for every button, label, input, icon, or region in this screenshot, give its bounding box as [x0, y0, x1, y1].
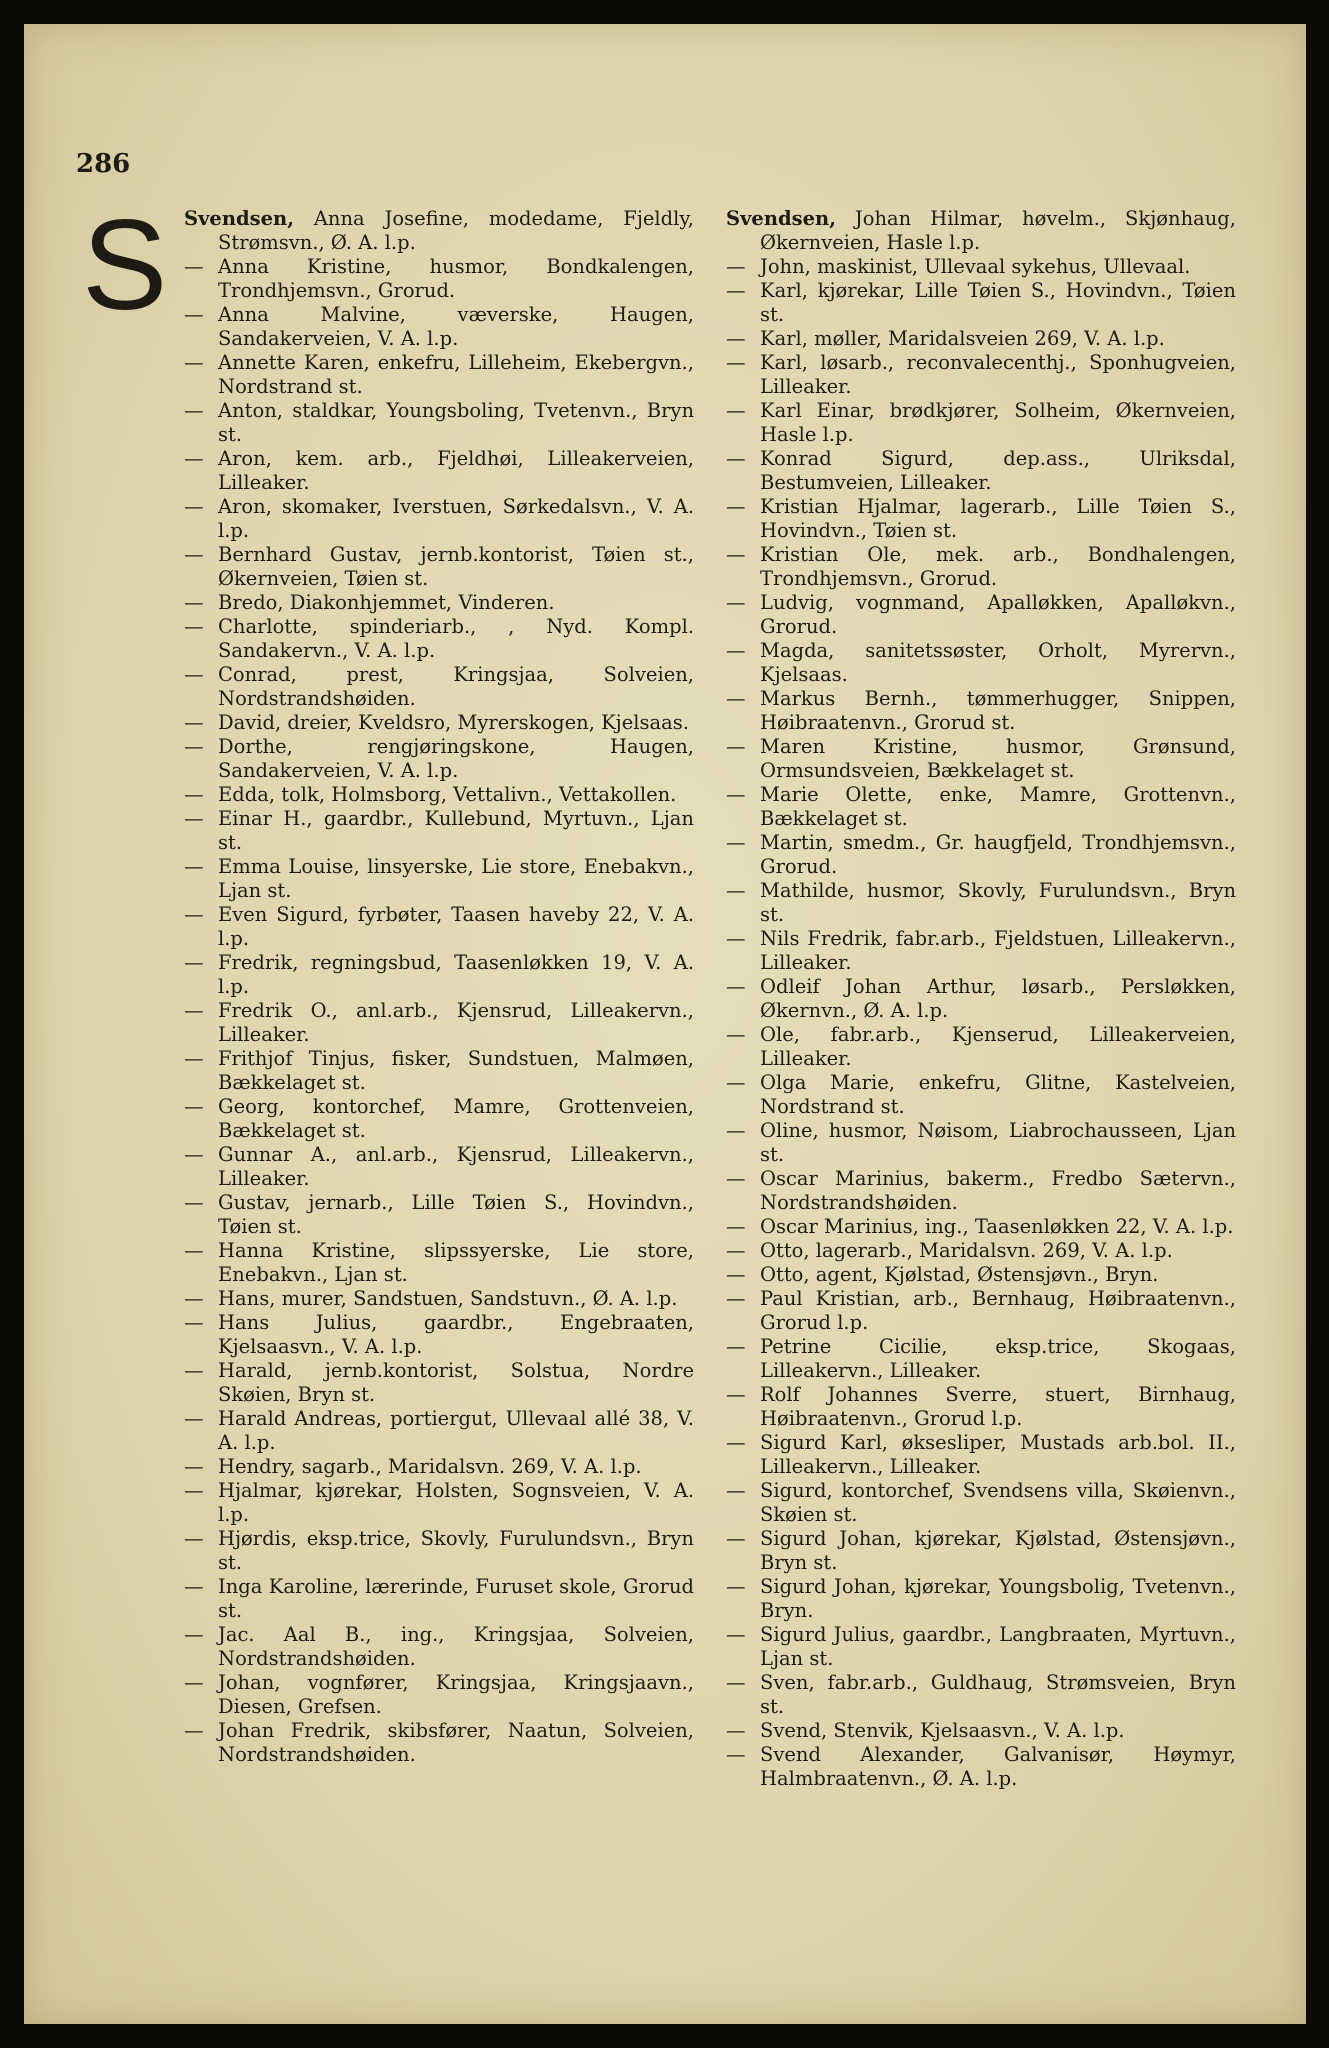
directory-entry — [184, 951, 694, 999]
directory-entry — [726, 1239, 1236, 1263]
entry-text: Markus Bernh., tømmerhugger, Snippen, Høibraatenvn., Grorud st. — [760, 687, 1236, 734]
ditto-dash: — — [726, 783, 746, 806]
directory-entry — [184, 495, 694, 543]
directory-entry — [184, 1239, 694, 1287]
ditto-dash: — — [726, 975, 746, 998]
directory-entry — [726, 1071, 1236, 1119]
ditto-dash: — — [184, 543, 204, 566]
ditto-dash: — — [184, 351, 204, 374]
entry-text: Emma Louise, linsyerske, Lie store, Enebakvn., Ljan st. — [218, 855, 694, 902]
entry-text: Aron, skomaker, Iverstuen, Sørkedalsvn., V. A. l.p. — [218, 495, 694, 542]
entry-text: Karl, møller, Maridalsveien 269, V. A. l.p. — [760, 327, 1165, 350]
ditto-dash: — — [184, 1719, 204, 1742]
ditto-dash: — — [726, 495, 746, 518]
directory-entry — [184, 1143, 694, 1191]
directory-entry — [726, 495, 1236, 543]
surname-heading: Svendsen, — [184, 207, 294, 230]
ditto-dash: — — [184, 1143, 204, 1166]
ditto-dash: — — [184, 855, 204, 878]
directory-entry — [726, 639, 1236, 687]
entry-text: Karl, løsarb., reconvalecenthj., Sponhugveien, Lilleaker. — [760, 351, 1236, 398]
entry-text: Oscar Marinius, ing., Taasenløkken 22, V. A. l.p. — [760, 1215, 1234, 1238]
ditto-dash: — — [184, 1575, 204, 1598]
directory-entry — [726, 1743, 1236, 1791]
ditto-dash: — — [726, 399, 746, 422]
entry-text: Svend, Stenvik, Kjelsaasvn., V. A. l.p. — [760, 1719, 1125, 1742]
entry-text: Petrine Cicilie, eksp.trice, Skogaas, Lilleakervn., Lilleaker. — [760, 1335, 1236, 1382]
ditto-dash: — — [726, 1479, 746, 1502]
ditto-dash: — — [726, 1335, 746, 1358]
entry-text: Odleif Johan Arthur, løsarb., Persløkken, Økernvn., Ø. A. l.p. — [760, 975, 1236, 1022]
directory-entry — [184, 207, 694, 255]
ditto-dash: — — [726, 687, 746, 710]
entry-text: Sigurd Johan, kjørekar, Kjølstad, Østensjøvn., Bryn st. — [760, 1527, 1236, 1574]
directory-entry — [726, 591, 1236, 639]
ditto-dash: — — [184, 807, 204, 830]
ditto-dash: — — [184, 663, 204, 686]
directory-entry — [726, 1479, 1236, 1527]
directory-entry — [726, 1335, 1236, 1383]
entry-text: Hans Julius, gaardbr., Engebraaten, Kjelsaasvn., V. A. l.p. — [218, 1311, 694, 1358]
entry-text: Karl, kjørekar, Lille Tøien S., Hovindvn., Tøien st. — [760, 279, 1236, 326]
ditto-dash: — — [184, 1359, 204, 1382]
entry-text: Johan, vognfører, Kringsjaa, Kringsjaavn., Diesen, Grefsen. — [218, 1671, 694, 1718]
entry-text: Georg, kontorchef, Mamre, Grottenveien, Bækkelaget st. — [218, 1095, 694, 1142]
directory-entry — [726, 1119, 1236, 1167]
entry-text: Svend Alexander, Galvanisør, Høymyr, Halmbraatenvn., Ø. A. l.p. — [760, 1743, 1236, 1790]
ditto-dash: — — [726, 351, 746, 374]
ditto-dash: — — [726, 1431, 746, 1454]
entry-text: Annette Karen, enkefru, Lilleheim, Ekebergvn., Nordstrand st. — [218, 351, 694, 398]
directory-entry — [184, 1407, 694, 1455]
entry-text: Sigurd Karl, økseslipеr, Mustads arb.bol. II., Lilleakervn., Lilleaker. — [760, 1431, 1236, 1478]
directory-entry — [184, 999, 694, 1047]
directory-entry — [726, 543, 1236, 591]
ditto-dash: — — [726, 1119, 746, 1142]
entry-text: Konrad Sigurd, dep.ass., Ulriksdal, Bestumveien, Lilleaker. — [760, 447, 1236, 494]
ditto-dash: — — [184, 1287, 204, 1310]
entry-text: Sigurd Julius, gaardbr., Langbraaten, Myrtuvn., Ljan st. — [760, 1623, 1236, 1670]
entry-text: Mathilde, husmor, Skovly, Furulundsvn., Bryn st. — [760, 879, 1236, 926]
directory-entry — [726, 687, 1236, 735]
entry-text: Harald, jernb.kontorist, Solstua, Nordre Skøien, Bryn st. — [218, 1359, 694, 1406]
entry-text: Edda, tolk, Holmsborg, Vettalivn., Vettakollen. — [218, 783, 677, 806]
ditto-dash: — — [184, 1047, 204, 1070]
directory-entry — [726, 831, 1236, 879]
directory-entry — [184, 1287, 694, 1311]
ditto-dash: — — [726, 1743, 746, 1766]
directory-entry — [184, 1575, 694, 1623]
entry-text: Martin, smedm., Gr. haugfjeld, Trondhjemsvn., Grorud. — [760, 831, 1236, 878]
directory-entry — [726, 1263, 1236, 1287]
directory-entry — [184, 1455, 694, 1479]
ditto-dash: — — [184, 999, 204, 1022]
ditto-dash: — — [184, 399, 204, 422]
entry-text: Maren Kristine, husmor, Grønsund, Ormsundsveien, Bækkelaget st. — [760, 735, 1236, 782]
directory-entry — [726, 1023, 1236, 1071]
ditto-dash: — — [726, 255, 746, 278]
directory-entry — [726, 207, 1236, 255]
directory-entry — [184, 399, 694, 447]
directory-entry — [184, 1095, 694, 1143]
ditto-dash: — — [184, 1671, 204, 1694]
entry-text: Conrad, prest, Kringsjaa, Solveien, Nordstrandshøiden. — [218, 663, 694, 710]
entry-text: Paul Kristian, arb., Bernhaug, Høibraatenvn., Grorud l.p. — [760, 1287, 1236, 1334]
entry-text: Sven, fabr.arb., Guldhaug, Strømsveien, Bryn st. — [760, 1671, 1236, 1718]
directory-entry — [184, 1479, 694, 1527]
ditto-dash: — — [184, 1623, 204, 1646]
directory-entry — [726, 879, 1236, 927]
entry-text: Rolf Johannes Sverre, stuert, Birnhaug, Høibraatenvn., Grorud l.p. — [760, 1383, 1236, 1430]
directory-entry — [184, 1623, 694, 1671]
ditto-dash: — — [726, 639, 746, 662]
directory-entry — [184, 1359, 694, 1407]
section-letter: S — [82, 194, 168, 337]
entry-text: Otto, lagerarb., Maridalsvn. 269, V. A. l.p. — [760, 1239, 1173, 1262]
left-column — [184, 207, 694, 1767]
ditto-dash: — — [184, 1455, 204, 1478]
ditto-dash: — — [726, 1287, 746, 1310]
directory-entry — [184, 663, 694, 711]
right-column — [726, 207, 1236, 1791]
entry-text: Olga Marie, enkefru, Glitne, Kastelveien, Nordstrand st. — [760, 1071, 1236, 1118]
entry-text: Charlotte, spinderiarb., , Nyd. Kompl. Sandakervn., V. A. l.p. — [218, 615, 694, 662]
entry-text: Hans, murer, Sandstuen, Sandstuvn., Ø. A. l.p. — [218, 1287, 678, 1310]
ditto-dash: — — [726, 1239, 746, 1262]
ditto-dash: — — [726, 1719, 746, 1742]
entry-text: Bernhard Gustav, jernb.kontorist, Tøien st., Økernveien, Tøien st. — [218, 543, 694, 590]
directory-entry — [184, 303, 694, 351]
entry-text: Inga Karoline, lærerinde, Furuset skole, Grorud st. — [218, 1575, 694, 1622]
entry-text: Sigurd Johan, kjørekar, Youngsbolig, Tvetenvn., Bryn. — [760, 1575, 1236, 1622]
directory-entry — [184, 1671, 694, 1719]
directory-entry — [726, 1719, 1236, 1743]
ditto-dash: — — [184, 447, 204, 470]
ditto-dash: — — [726, 879, 746, 902]
ditto-dash: — — [184, 1191, 204, 1214]
directory-entry — [184, 591, 694, 615]
directory-entry — [184, 1191, 694, 1239]
ditto-dash: — — [726, 1575, 746, 1598]
entry-text: Hendry, sagarb., Maridalsvn. 269, V. A. l.p. — [218, 1455, 642, 1478]
directory-entry — [726, 1671, 1236, 1719]
entry-text: Johan Fredrik, skibsfører, Naatun, Solveien, Nordstrandshøiden. — [218, 1719, 694, 1766]
ditto-dash: — — [726, 1527, 746, 1550]
entry-text: Anna Kristine, husmor, Bondkalengen, Trondhjemsvn., Grorud. — [218, 255, 694, 302]
ditto-dash: — — [726, 1167, 746, 1190]
ditto-dash: — — [184, 711, 204, 734]
ditto-dash: — — [184, 615, 204, 638]
entry-text: Kristian Ole, mek. arb., Bondhalengen, Trondhjemsvn., Grorud. — [760, 543, 1236, 590]
entry-text: Aron, kem. arb., Fjeldhøi, Lilleakerveien, Lilleaker. — [218, 447, 694, 494]
entry-text: Sigurd, kontorchef, Svendsens villa, Skøienvn., Skøien st. — [760, 1479, 1236, 1526]
entry-text: Kristian Hjalmar, lagerarb., Lille Tøien S., Hovindvn., Tøien st. — [760, 495, 1236, 542]
entry-text: Anna Malvine, væverske, Haugen, Sandakerveien, V. A. l.p. — [218, 303, 694, 350]
directory-entry — [184, 783, 694, 807]
directory-entry — [726, 1215, 1236, 1239]
directory-entry — [726, 1383, 1236, 1431]
ditto-dash: — — [184, 1527, 204, 1550]
ditto-dash: — — [726, 1215, 746, 1238]
ditto-dash: — — [726, 447, 746, 470]
ditto-dash: — — [726, 1263, 746, 1286]
directory-entry — [726, 351, 1236, 399]
entry-text: Hjalmar, kjørekar, Holsten, Sognsveien, V. A. l.p. — [218, 1479, 694, 1526]
entry-text: Fredrik O., anl.arb., Kjensrud, Lilleakervn., Lilleaker. — [218, 999, 694, 1046]
entry-text: Ole, fabr.arb., Kjenserud, Lilleakerveien, Lilleaker. — [760, 1023, 1236, 1070]
ditto-dash: — — [726, 279, 746, 302]
directory-entry — [184, 1311, 694, 1359]
entry-text: Einar H., gaardbr., Kullebund, Myrtuvn., Ljan st. — [218, 807, 694, 854]
ditto-dash: — — [726, 1071, 746, 1094]
entry-text: Bredo, Diakonhjemmet, Vinderen. — [218, 591, 555, 614]
entry-text: Fredrik, regningsbud, Taasenløkken 19, V. A. l.p. — [218, 951, 694, 998]
directory-entry — [184, 735, 694, 783]
ditto-dash: — — [726, 1671, 746, 1694]
entry-text: Karl Einar, brødkjører, Solheim, Økernveien, Hasle l.p. — [760, 399, 1236, 446]
directory-entry — [726, 279, 1236, 327]
directory-entry — [726, 1287, 1236, 1335]
ditto-dash: — — [184, 591, 204, 614]
ditto-dash: — — [184, 495, 204, 518]
directory-entry — [726, 927, 1236, 975]
directory-entry — [726, 783, 1236, 831]
directory-entry — [726, 975, 1236, 1023]
entry-text: John, maskinist, Ullevaal sykehus, Ullevaal. — [760, 255, 1191, 278]
ditto-dash: — — [726, 1023, 746, 1046]
entry-text: Marie Olette, enke, Mamre, Grottenvn., Bækkelaget st. — [760, 783, 1236, 830]
entry-text: Oline, husmor, Nøisom, Liabrochausseen, Ljan st. — [760, 1119, 1236, 1166]
entry-text: Magda, sanitetssøster, Orholt, Myrervn., Kjelsaas. — [760, 639, 1236, 686]
ditto-dash: — — [726, 543, 746, 566]
ditto-dash: — — [726, 735, 746, 758]
directory-entry — [726, 399, 1236, 447]
ditto-dash: — — [726, 927, 746, 950]
page-number: 286 — [76, 149, 131, 179]
directory-entry — [184, 855, 694, 903]
ditto-dash: — — [726, 327, 746, 350]
directory-entry — [184, 255, 694, 303]
directory-entry — [726, 1167, 1236, 1215]
ditto-dash: — — [184, 1095, 204, 1118]
directory-entry — [726, 327, 1236, 351]
ditto-dash: — — [184, 783, 204, 806]
ditto-dash: — — [184, 951, 204, 974]
directory-entry — [184, 903, 694, 951]
ditto-dash: — — [184, 1311, 204, 1334]
directory-entry — [184, 351, 694, 399]
ditto-dash: — — [184, 303, 204, 326]
directory-entry — [184, 711, 694, 735]
ditto-dash: — — [726, 1623, 746, 1646]
entry-text: Otto, agent, Kjølstad, Østensjøvn., Bryn. — [760, 1263, 1159, 1286]
entry-text: Nils Fredrik, fabr.arb., Fjeldstuen, Lilleakervn., Lilleaker. — [760, 927, 1236, 974]
ditto-dash: — — [726, 591, 746, 614]
entry-text: Gunnar A., anl.arb., Kjensrud, Lilleakervn., Lilleaker. — [218, 1143, 694, 1190]
directory-entry — [184, 1719, 694, 1767]
directory-entry — [184, 543, 694, 591]
directory-entry — [726, 735, 1236, 783]
entry-text: Johan Hilmar, høvelm., Skjønhaug, Økernveien, Hasle l.p. — [760, 207, 1236, 254]
ditto-dash: — — [184, 1407, 204, 1430]
ditto-dash: — — [184, 1479, 204, 1502]
directory-entry — [184, 807, 694, 855]
directory-entry — [184, 1527, 694, 1575]
entry-text: Dorthe, rengjøringskone, Haugen, Sandakerveien, V. A. l.p. — [218, 735, 694, 782]
entry-text: Gustav, jernarb., Lille Tøien S., Hovindvn., Tøien st. — [218, 1191, 694, 1238]
ditto-dash: — — [726, 831, 746, 854]
directory-page — [24, 24, 1306, 2024]
directory-entry — [726, 1623, 1236, 1671]
entry-text: Oscar Marinius, bakerm., Fredbo Sætervn., Nordstrandshøiden. — [760, 1167, 1236, 1214]
ditto-dash: — — [184, 735, 204, 758]
ditto-dash: — — [726, 1383, 746, 1406]
entry-text: Hjørdis, eksp.trice, Skovly, Furulundsvn., Bryn st. — [218, 1527, 694, 1574]
entry-text: Harald Andreas, portiergut, Ullevaal allé 38, V. A. l.p. — [218, 1407, 694, 1454]
directory-entry — [184, 1047, 694, 1095]
entry-text: Anna Josefine, modedame, Fjeldly, Strømsvn., Ø. A. l.p. — [218, 207, 694, 254]
directory-entry — [184, 615, 694, 663]
directory-entry — [184, 447, 694, 495]
entry-text: Jac. Aal B., ing., Kringsjaa, Solveien, Nordstrandshøiden. — [218, 1623, 694, 1670]
directory-entry — [726, 1431, 1236, 1479]
entry-text: Hanna Kristine, slipssyerske, Lie store, Enebakvn., Ljan st. — [218, 1239, 694, 1286]
entry-text: David, dreier, Kveldsro, Myrerskogen, Kjelsaas. — [218, 711, 689, 734]
directory-entry — [726, 1575, 1236, 1623]
entry-text: Even Sigurd, fyrbøter, Taasen haveby 22, V. A. l.p. — [218, 903, 694, 950]
ditto-dash: — — [184, 1239, 204, 1262]
entry-text: Anton, staldkar, Youngsboling, Tvetenvn., Bryn st. — [218, 399, 694, 446]
entry-text: Ludvig, vognmand, Apalløkken, Apalløkvn., Grorud. — [760, 591, 1236, 638]
ditto-dash: — — [184, 255, 204, 278]
entry-text: Frithjof Tinjus, fisker, Sundstuen, Malmøen, Bækkelaget st. — [218, 1047, 694, 1094]
directory-entry — [726, 255, 1236, 279]
directory-entry — [726, 447, 1236, 495]
directory-entry — [726, 1527, 1236, 1575]
ditto-dash: — — [184, 903, 204, 926]
surname-heading: Svendsen, — [726, 207, 836, 230]
